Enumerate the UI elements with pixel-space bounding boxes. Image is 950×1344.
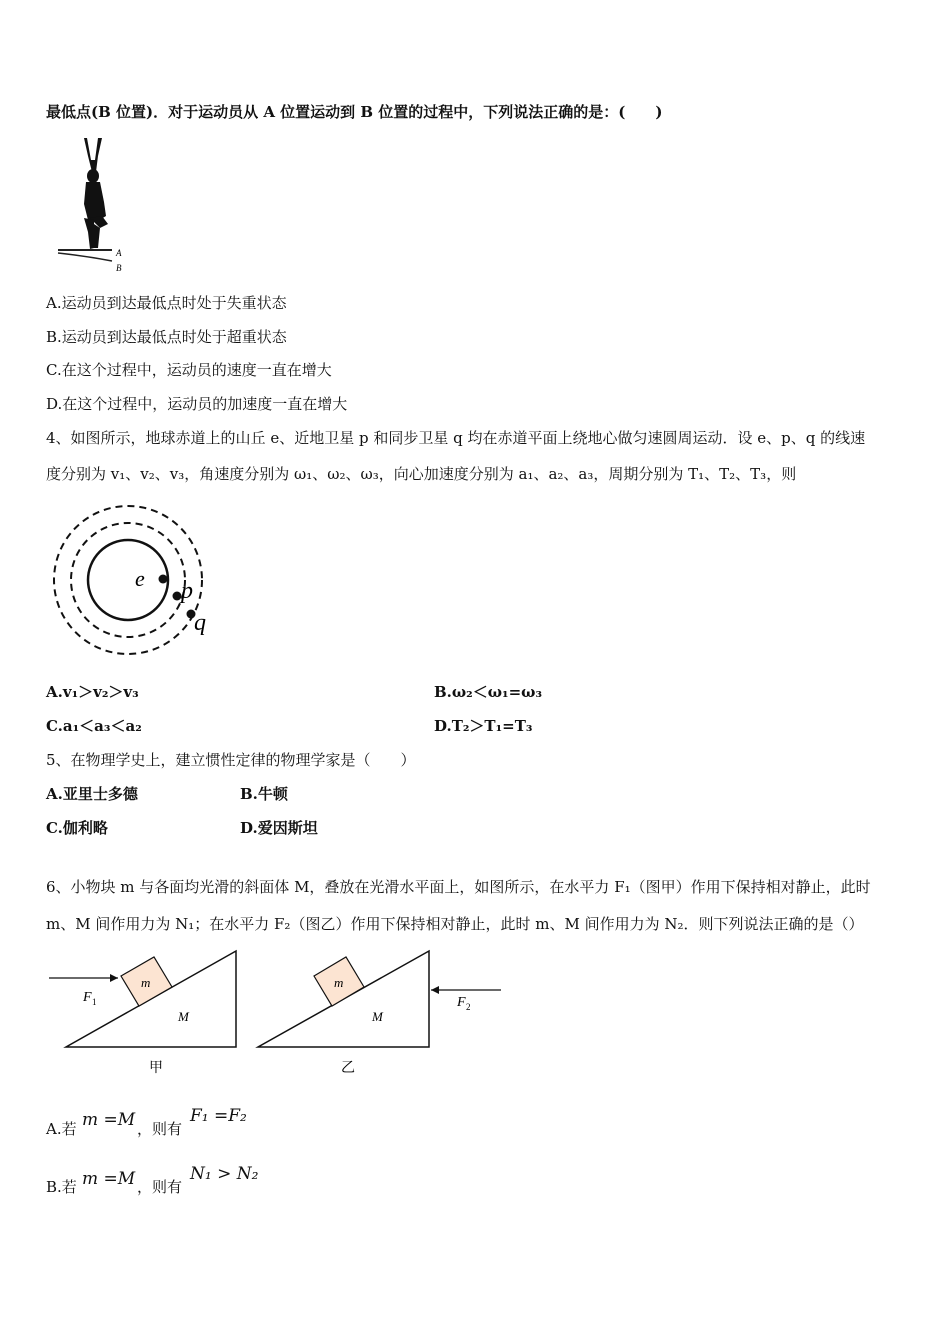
label-a: A (116, 248, 122, 258)
orbit-figure (46, 498, 226, 663)
label-m-jia: m (141, 975, 151, 990)
q5-option-b: B.牛顿 (240, 785, 288, 803)
q5-option-c: C.伽利略 (46, 819, 108, 837)
label-m-yi: m (334, 975, 344, 990)
q4-option-d: D.T₂＞T₁=T₃ (434, 717, 533, 735)
q6-option-b (46, 1177, 77, 1197)
label-jia: 甲 (149, 1061, 163, 1076)
q6-stem-line2: m、M 间作用力为 N₁；在水平力 F₂（图乙）作用下保持相对静止，此时 m、M 间作用力为 N₂．则下列说法正确的是（） (46, 915, 864, 933)
diver-figure (46, 132, 136, 277)
q6-option-b-prefix: B.若 (46, 1178, 77, 1196)
q3-option-b: B.运动员到达最低点时处于超重状态 (46, 328, 287, 346)
q3-option-c: C.在这个过程中，运动员的速度一直在增大 (46, 361, 332, 379)
label-F1: F (83, 990, 92, 1005)
q4-option-a: A.v₁＞v₂＞v₃ (46, 683, 139, 701)
q6-stem-line1: 6、小物块 m 与各面均光滑的斜面体 M，叠放在光滑水平面上，如图所示，在水平力 F₁（图甲）作用下保持相对静止，此时 (46, 878, 871, 896)
q4-option-c: C.a₁＜a₃＜a₂ (46, 717, 142, 735)
label-M-jia: M (178, 1009, 189, 1024)
label-F2: F (457, 995, 466, 1010)
q6-option-b-mid: ，则有 (137, 1178, 183, 1196)
q6-option-a-mid: ，则有 (137, 1120, 183, 1138)
q6-option-a-prefix: A.若 (46, 1120, 77, 1138)
label-q: q (194, 610, 206, 636)
label-b: B (116, 263, 122, 273)
q4-stem-line1: 4、如图所示，地球赤道上的山丘 e、近地卫星 p 和同步卫星 q 均在赤道平面上绕地心做匀速圆周运动．设 e、p、q 的线速 (46, 429, 866, 447)
label-F2-sub: 2 (466, 1002, 471, 1012)
q5-stem: 5、在物理学史上，建立惯性定律的物理学家是（ ） (46, 751, 416, 769)
incline-figure (46, 942, 506, 1082)
q4-option-b: B.ω₂＜ω₁=ω₃ (434, 683, 543, 701)
figure-jia (49, 951, 236, 1076)
figure-yi (258, 951, 501, 1076)
q3-option-d: D.在这个过程中，运动员的加速度一直在增大 (46, 395, 348, 413)
q3-option-a: A.运动员到达最低点时处于失重状态 (46, 294, 287, 312)
q6-option-b-cond: m =M (82, 1169, 136, 1189)
q6-option-a-result: F₁ =F₂ (190, 1106, 247, 1126)
label-M-yi: M (372, 1009, 383, 1024)
label-e: e (135, 566, 145, 591)
q5-option-a: A.亚里士多德 (46, 785, 138, 803)
q3-stem: 最低点(B 位置)．对于运动员从 A 位置运动到 B 位置的过程中，下列说法正确的是：( ) (46, 103, 663, 121)
q6-option-b-result: N₁ > N₂ (190, 1164, 259, 1184)
q4-stem-line2: 度分别为 v₁、v₂、v₃，角速度分别为 ω₁、ω₂、ω₃，向心加速度分别为 a₁、a₂、a₃，周期分别为 T₁、T₂、T₃，则 (46, 465, 797, 483)
label-F1-sub: 1 (92, 997, 97, 1007)
label-yi: 乙 (341, 1061, 355, 1076)
q6-option-a (46, 1119, 77, 1139)
q5-option-d: D.爱因斯坦 (240, 819, 318, 837)
label-p: p (181, 578, 193, 604)
q6-option-a-cond: m =M (82, 1110, 136, 1130)
